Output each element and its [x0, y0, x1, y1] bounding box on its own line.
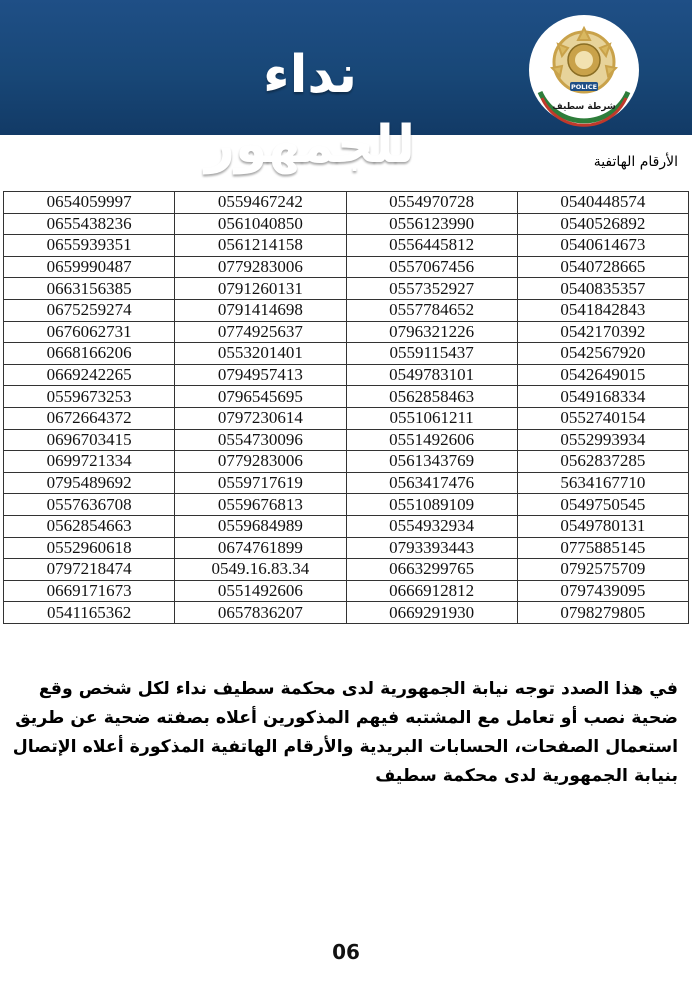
phone-number-cell: 0796545695: [175, 386, 346, 408]
phone-number-cell: 0699721334: [4, 451, 175, 473]
phone-number-cell: 0669242265: [4, 364, 175, 386]
table-row: [4, 235, 689, 257]
emblem-police-text: POLICE: [570, 83, 598, 91]
section-title: الأرقام الهاتفية: [593, 154, 678, 170]
phone-number-cell: 0553201401: [175, 343, 346, 365]
table-row: [4, 278, 689, 300]
phone-number-cell: 0791414698: [175, 299, 346, 321]
phone-number-cell: 0549.16.83.34: [175, 559, 346, 581]
table-row: [4, 192, 689, 214]
phone-number-cell: 0792575709: [517, 559, 688, 581]
phone-number-cell: 0655939351: [4, 235, 175, 257]
table-row: [4, 451, 689, 473]
phone-number-cell: 0655438236: [4, 213, 175, 235]
phone-number-cell: 0540526892: [517, 213, 688, 235]
table-row: [4, 515, 689, 537]
phone-number-cell: 0561040850: [175, 213, 346, 235]
phone-number-cell: 0557636708: [4, 494, 175, 516]
phone-number-cell: 0798279805: [517, 602, 688, 624]
phone-number-cell: 0775885145: [517, 537, 688, 559]
phone-number-cell: 0552960618: [4, 537, 175, 559]
phone-number-cell: 0556123990: [346, 213, 517, 235]
table-row: [4, 364, 689, 386]
phone-number-cell: 0549750545: [517, 494, 688, 516]
phone-number-cell: 0541165362: [4, 602, 175, 624]
phone-number-cell: 0549783101: [346, 364, 517, 386]
phone-number-cell: 0559673253: [4, 386, 175, 408]
phone-number-cell: 0666912812: [346, 580, 517, 602]
phone-number-cell: 0674761899: [175, 537, 346, 559]
phone-number-cell: 0540835357: [517, 278, 688, 300]
phone-number-cell: 0796321226: [346, 321, 517, 343]
table-row: [4, 407, 689, 429]
phone-number-cell: 0551492606: [175, 580, 346, 602]
phone-number-cell: 0669291930: [346, 602, 517, 624]
phone-number-cell: 0794957413: [175, 364, 346, 386]
phone-number-cell: 0668166206: [4, 343, 175, 365]
phone-number-cell: 0672664372: [4, 407, 175, 429]
banner-title: نداء للجمهور: [205, 45, 415, 175]
notice-paragraph: في هذا الصدد توجه نيابة الجمهورية لدى محكمة سطيف نداء لكل شخص وقع ضحية نصب أو تعامل مع المشتبه فيهم المذكورين أعلاه بصفته ضحية عن طريق استعمال الصفحات، الحسابات البريدية والأرقام الهاتفية المذكورة أعلاه الإتصال بنيابة الجمهورية لدى محكمة سطيف: [12, 679, 678, 786]
phone-number-cell: 0562837285: [517, 451, 688, 473]
phone-number-cell: 0551061211: [346, 407, 517, 429]
phone-number-cell: 0552993934: [517, 429, 688, 451]
table-row: [4, 494, 689, 516]
table-row: [4, 559, 689, 581]
phone-number-cell: 0795489692: [4, 472, 175, 494]
table-row: [4, 256, 689, 278]
table-row: [4, 580, 689, 602]
phone-number-cell: 0540614673: [517, 235, 688, 257]
phone-number-cell: 0663299765: [346, 559, 517, 581]
table-row: [4, 321, 689, 343]
phone-number-cell: 0663156385: [4, 278, 175, 300]
phone-number-cell: 0559115437: [346, 343, 517, 365]
phone-number-cell: 0542170392: [517, 321, 688, 343]
phone-number-cell: 0797439095: [517, 580, 688, 602]
phone-number-cell: 0676062731: [4, 321, 175, 343]
table-row: [4, 602, 689, 624]
phone-number-cell: 0559467242: [175, 192, 346, 214]
phone-number-cell: 0542649015: [517, 364, 688, 386]
phone-number-cell: 0563417476: [346, 472, 517, 494]
phone-numbers-table: [3, 191, 689, 624]
phone-number-cell: 0552740154: [517, 407, 688, 429]
phone-number-cell: 0654059997: [4, 192, 175, 214]
table-row: [4, 213, 689, 235]
phone-number-cell: 0659990487: [4, 256, 175, 278]
phone-number-cell: 0669171673: [4, 580, 175, 602]
phone-number-cell: 0541842843: [517, 299, 688, 321]
phone-number-cell: 0562858463: [346, 386, 517, 408]
phone-number-cell: 0797218474: [4, 559, 175, 581]
phone-number-cell: 0542567920: [517, 343, 688, 365]
phone-number-cell: 0797230614: [175, 407, 346, 429]
phone-number-cell: 0557784652: [346, 299, 517, 321]
page-number: 06: [332, 940, 360, 964]
phone-number-cell: 0556445812: [346, 235, 517, 257]
phone-number-cell: 0549168334: [517, 386, 688, 408]
phone-number-cell: 0551492606: [346, 429, 517, 451]
table-row: [4, 472, 689, 494]
phone-number-cell: 0657836207: [175, 602, 346, 624]
phone-number-cell: 0696703415: [4, 429, 175, 451]
phone-number-cell: 0559717619: [175, 472, 346, 494]
phone-number-cell: 0559684989: [175, 515, 346, 537]
phone-number-cell: 0540728665: [517, 256, 688, 278]
table-row: [4, 429, 689, 451]
phone-number-cell: 0554932934: [346, 515, 517, 537]
phone-number-cell: 0791260131: [175, 278, 346, 300]
phone-number-cell: 0562854663: [4, 515, 175, 537]
table-row: [4, 537, 689, 559]
phone-number-cell: 0779283006: [175, 451, 346, 473]
phone-number-cell: 0561214158: [175, 235, 346, 257]
table-row: [4, 299, 689, 321]
phone-number-cell: 0675259274: [4, 299, 175, 321]
phone-number-cell: 0779283006: [175, 256, 346, 278]
phone-number-cell: 0561343769: [346, 451, 517, 473]
phone-number-cell: 0557067456: [346, 256, 517, 278]
phone-number-cell: 0549780131: [517, 515, 688, 537]
table-row: [4, 343, 689, 365]
phone-number-cell: 0559676813: [175, 494, 346, 516]
phone-number-cell: 0554970728: [346, 192, 517, 214]
phone-number-cell: 0793393443: [346, 537, 517, 559]
phone-number-cell: 0557352927: [346, 278, 517, 300]
table-row: [4, 386, 689, 408]
phone-number-cell: 5634167710: [517, 472, 688, 494]
phone-number-cell: 0554730096: [175, 429, 346, 451]
phone-number-cell: 0774925637: [175, 321, 346, 343]
emblem-caption: شرطة سطيف: [552, 102, 616, 112]
police-emblem-icon: [528, 14, 640, 126]
phone-number-cell: 0540448574: [517, 192, 688, 214]
phone-number-cell: 0551089109: [346, 494, 517, 516]
